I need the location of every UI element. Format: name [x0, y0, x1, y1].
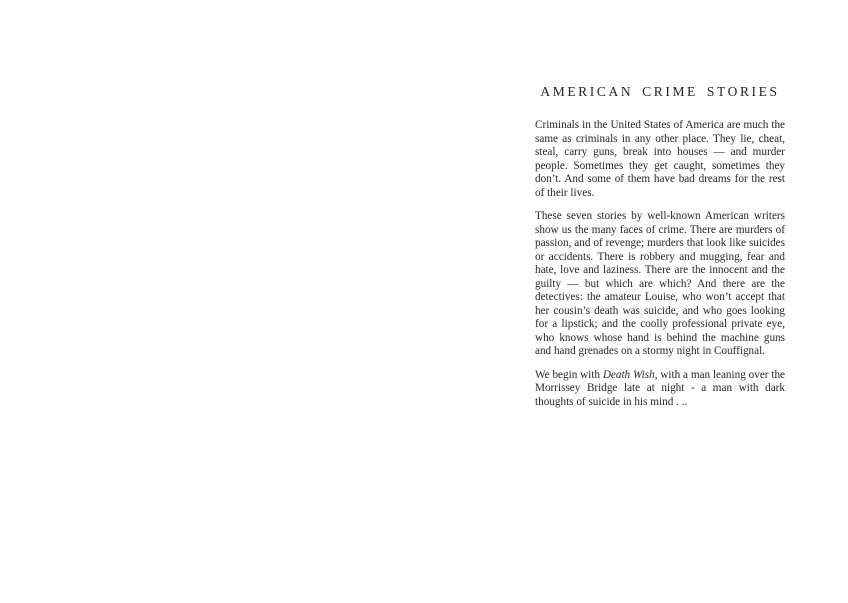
- page-title: AMERICAN CRIME STORIES: [540, 84, 780, 99]
- right-page: [535, 84, 785, 409]
- story-title-death-wish: Death Wish: [602, 368, 655, 381]
- closing-rest: , with a man leaning over the Morrissey Bridge late at night - a man with dark thoughts of suicide in his mind . ..: [535, 368, 785, 408]
- closing-paragraph: [535, 369, 785, 410]
- stories-paragraph: These seven stories by well-known American writers show us the many faces of crime. There are murders of passion, and of revenge; murders that look like suicides or accidents. There is robbery and mugging, fear and hate, love and laziness. There are the innocent and the guilty — but which are which? And there are the detectives: the amateur Louise, who won’t accept that her cousin’s death was suicide, and who goes looking for a lipstick; and the coolly professional private eye, who knows whose hand is behind the machine guns and hand grenades on a stormy night in Couffignal.: [535, 210, 785, 357]
- intro-paragraph: Criminals in the United States of America are much the same as criminals in any other place. They lie, cheat, steal, carry guns, break into houses — and murder people. Sometimes they get caught, sometimes they don’t. And some of them have bad dreams for the rest of their lives.: [535, 119, 785, 199]
- closing-lead: We begin with: [535, 368, 603, 381]
